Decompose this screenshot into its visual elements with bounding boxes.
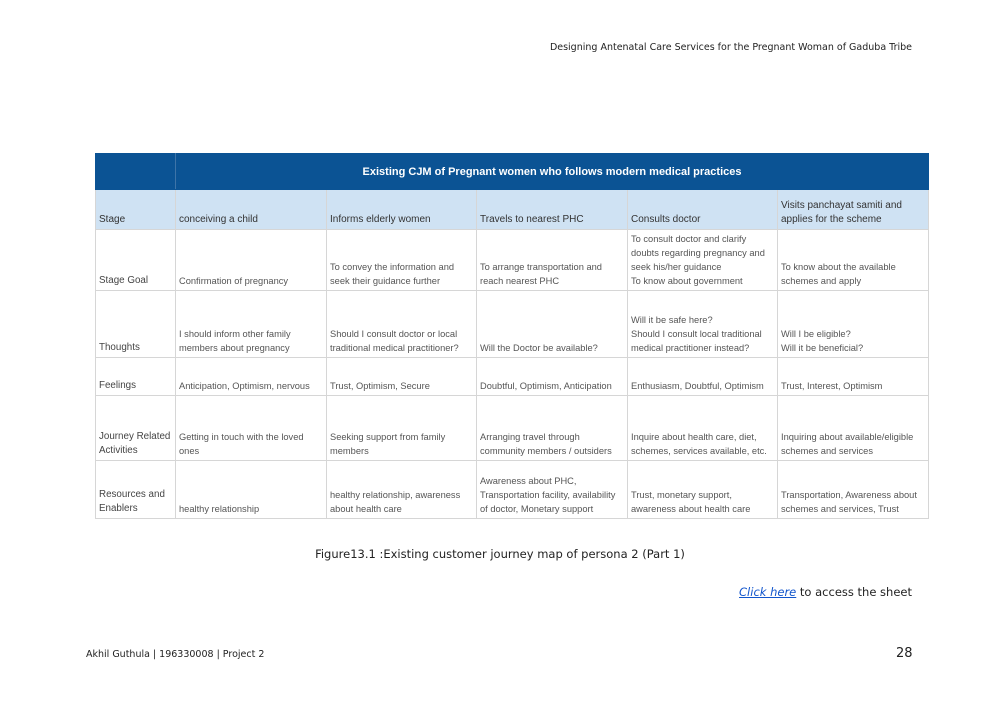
row-label-resources-and-enablers: Resources and Enablers	[96, 461, 176, 519]
table-cell: Arranging travel through community members / outsiders	[477, 396, 628, 461]
table-cell: Confirmation of pregnancy	[176, 230, 327, 291]
table-cell: To arrange transportation and reach nearest PHC	[477, 230, 628, 291]
table-title-row	[96, 154, 929, 190]
stage-header: Consults doctor	[628, 190, 778, 230]
title-blank-cell	[96, 154, 176, 190]
page-number: 28	[896, 646, 913, 661]
sheet-link-line	[739, 585, 912, 599]
table-cell: Seeking support from family members	[327, 396, 477, 461]
table-row	[96, 291, 929, 358]
table-cell: To know about the available schemes and apply	[778, 230, 929, 291]
table-cell: Trust, monetary support, awareness about health care	[628, 461, 778, 519]
link-suffix-text: to access the sheet	[796, 585, 912, 599]
stage-header: Informs elderly women	[327, 190, 477, 230]
table-cell: Trust, Interest, Optimism	[778, 358, 929, 396]
table-row	[96, 396, 929, 461]
table-cell: To convey the information and seek their guidance further	[327, 230, 477, 291]
stage-header: conceiving a child	[176, 190, 327, 230]
figure-caption: Figure13.1 :Existing customer journey map of persona 2 (Part 1)	[315, 547, 685, 561]
row-label-journey-related-activities: Journey Related Activities	[96, 396, 176, 461]
table-cell: Will the Doctor be available?	[477, 291, 628, 358]
stage-header: Travels to nearest PHC	[477, 190, 628, 230]
row-label-thoughts: Thoughts	[96, 291, 176, 358]
row-label-stage-goal: Stage Goal	[96, 230, 176, 291]
table-cell: Anticipation, Optimism, nervous	[176, 358, 327, 396]
table-cell: Doubtful, Optimism, Anticipation	[477, 358, 628, 396]
table-cell: Awareness about PHC, Transportation facility, availability of doctor, Monetary support	[477, 461, 628, 519]
table-cell: Will I be eligible? Will it be beneficial?	[778, 291, 929, 358]
table-cell: Will it be safe here? Should I consult local traditional medical practitioner instead?	[628, 291, 778, 358]
table-cell: healthy relationship, awareness about health care	[327, 461, 477, 519]
table-cell: Trust, Optimism, Secure	[327, 358, 477, 396]
table-cell: Inquire about health care, diet, schemes, services available, etc.	[628, 396, 778, 461]
table-cell: Enthusiasm, Doubtful, Optimism	[628, 358, 778, 396]
click-here-link[interactable]: Click here	[739, 585, 797, 599]
table-cell: Inquiring about available/eligible schemes and services	[778, 396, 929, 461]
table-cell: I should inform other family members about pregnancy	[176, 291, 327, 358]
table-cell: Getting in touch with the loved ones	[176, 396, 327, 461]
stage-header: Visits panchayat samiti and applies for the scheme	[778, 190, 929, 230]
table-cell: To consult doctor and clarify doubts regarding pregnancy and seek his/her guidance To know about government	[628, 230, 778, 291]
table-row	[96, 230, 929, 291]
customer-journey-map-table	[95, 153, 929, 519]
table-cell: healthy relationship	[176, 461, 327, 519]
table-cell: Should I consult doctor or local traditional medical practitioner?	[327, 291, 477, 358]
row-label-feelings: Feelings	[96, 358, 176, 396]
table-row	[96, 461, 929, 519]
table-cell: Transportation, Awareness about schemes and services, Trust	[778, 461, 929, 519]
table-title: Existing CJM of Pregnant women who follows modern medical practices	[176, 154, 929, 190]
stage-label: Stage	[96, 190, 176, 230]
table-row	[96, 358, 929, 396]
footer-author-info: Akhil Guthula | 196330008 | Project 2	[86, 649, 265, 660]
running-head: Designing Antenatal Care Services for the Pregnant Woman of Gaduba Tribe	[549, 42, 912, 53]
stage-row	[96, 190, 929, 230]
